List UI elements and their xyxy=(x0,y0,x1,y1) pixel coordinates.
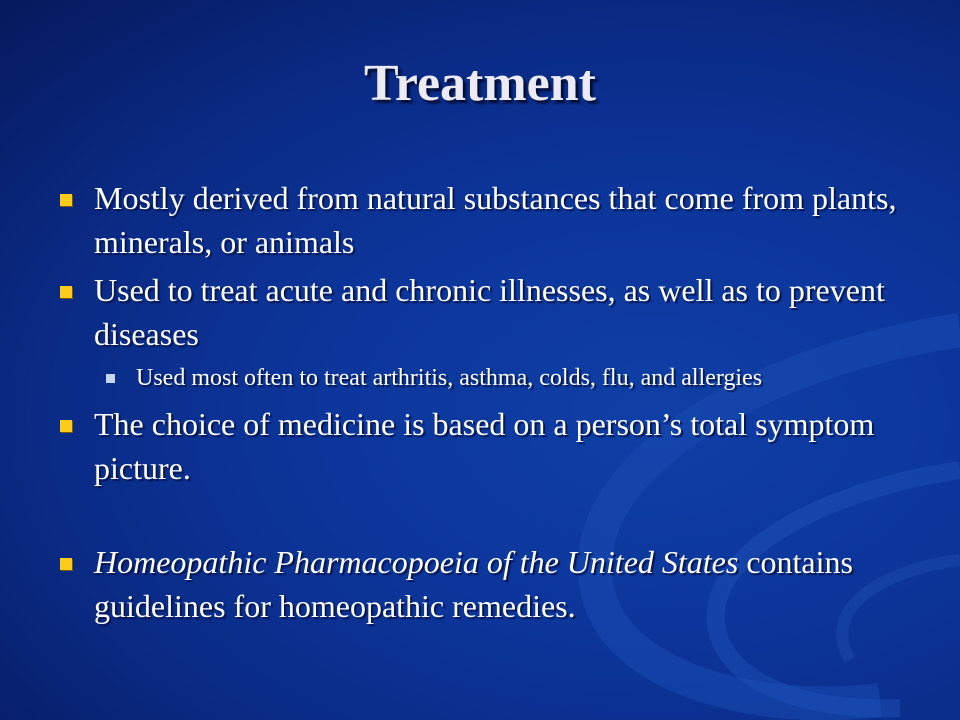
bullet-text: The choice of medicine is based on a person’s total symptom picture. xyxy=(94,406,875,486)
pharmacopoeia-rest: contains guidelines for homeopathic remedies. xyxy=(94,544,853,624)
bullet-natural-substances xyxy=(60,176,920,264)
bullet-acute-chronic xyxy=(60,268,920,356)
bullet-marker xyxy=(60,420,72,432)
bullet-text: Used to treat acute and chronic illnesses, as well as to prevent diseases xyxy=(94,272,885,352)
bullet-marker xyxy=(60,286,72,298)
bullet-marker xyxy=(60,558,72,570)
sub-bullet-text: Used most often to treat arthritis, asthma, colds, flu, and allergies xyxy=(136,365,763,391)
bullet-text xyxy=(94,544,853,624)
sub-bullet-marker xyxy=(106,374,115,383)
bullet-list xyxy=(60,176,920,632)
bullet-choice-of-medicine xyxy=(60,402,920,490)
bullet-marker xyxy=(60,194,72,206)
bullet-pharmacopoeia xyxy=(60,540,920,628)
slide-title: Treatment xyxy=(364,55,596,112)
pharmacopoeia-title: Homeopathic Pharmacopoeia of the United States xyxy=(94,544,739,580)
bullet-text: Mostly derived from natural substances that come from plants, minerals, or animals xyxy=(94,180,897,260)
sub-bullet-conditions xyxy=(106,360,920,396)
